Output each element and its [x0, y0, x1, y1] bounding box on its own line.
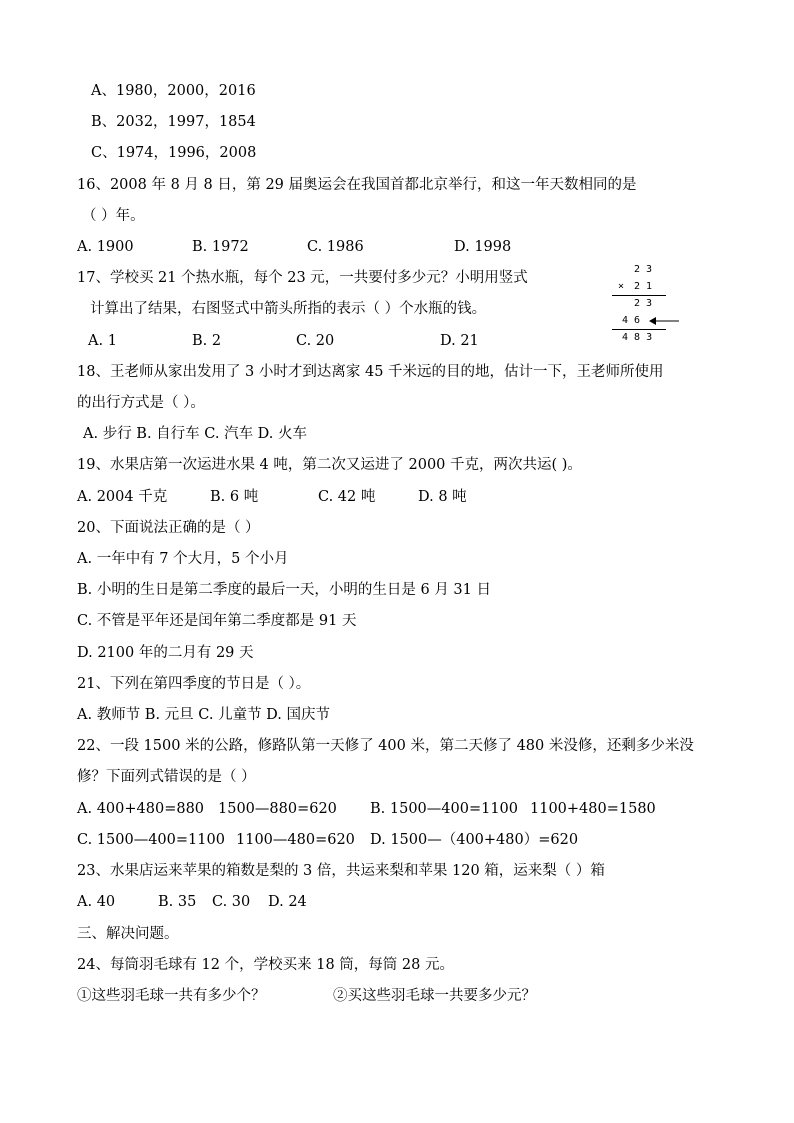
- q18-text: 18、王老师从家出发用了 3 小时才到达离家 45 千米远的目的地，估计一下，王老师所使用: [77, 364, 664, 380]
- q20-option-d: D. 2100 年的二月有 29 天: [77, 645, 254, 661]
- q22-option-b-step2: 1100+480=1580: [530, 801, 656, 817]
- q21-text: 21、下列在第四季度的节日是（ ）。: [77, 676, 311, 692]
- q19-option-b: B. 6 吨: [210, 489, 259, 505]
- q16-option-a: A. 1900: [77, 239, 134, 255]
- q23-text: 23、水果店运来苹果的箱数是梨的 3 倍，共运来梨和苹果 120 箱，运来梨（ ）箱: [77, 863, 605, 879]
- calc-partial-1: 2 3: [634, 298, 653, 309]
- q22-option-d: D. 1500—（400+480）=620: [370, 832, 579, 848]
- q16-option-b: B. 1972: [192, 239, 249, 255]
- q17-option-d: D. 21: [440, 333, 479, 349]
- q16-text-cont: （ ）年。: [82, 208, 145, 224]
- calc-partial-2: 4 6: [622, 315, 641, 326]
- calc-product: 4 8 3: [622, 332, 653, 343]
- q17-option-c: C. 20: [296, 333, 335, 349]
- q22-option-b: B. 1500—400=1100: [370, 801, 519, 817]
- q23-option-a: A. 40: [77, 894, 116, 910]
- q16-option-c: C. 1986: [307, 239, 364, 255]
- q16-text: 16、2008 年 8 月 8 日，第 29 届奥运会在我国首都北京举行，和这一年天数相同的是: [77, 177, 637, 193]
- q22-text: 22、一段 1500 米的公路，修路队第一天修了 400 米，第二天修了 480 米没修，还剩多少米没: [77, 738, 694, 754]
- q18-options: A. 步行 B. 自行车 C. 汽车 D. 火车: [83, 426, 308, 442]
- q19-option-d: D. 8 吨: [418, 489, 467, 505]
- q15-option-a: A、1980，2000，2016: [91, 83, 256, 99]
- q21-options: A. 教师节 B. 元旦 C. 儿童节 D. 国庆节: [77, 707, 331, 723]
- q16-option-d: D. 1998: [454, 239, 512, 255]
- q17-text: 17、学校买 21 个热水瓶，每个 23 元，一共要付多少元？小明用竖式: [77, 270, 528, 286]
- q23-option-c: C. 30: [212, 894, 251, 910]
- q22-option-a-step2: 1500—880=620: [218, 801, 337, 817]
- calc-times-sign: ×: [618, 281, 625, 292]
- q18-text-cont: 的出行方式是（ ）。: [77, 395, 205, 411]
- q23-option-d: D. 24: [268, 894, 307, 910]
- q22-text-cont: 修？下面列式错误的是（ ）: [77, 769, 256, 785]
- q20-option-a: A. 一年中有 7 个大月，5 个小月: [77, 551, 289, 567]
- calc-rule-1: [612, 295, 666, 296]
- q22-option-a: A. 400+480=880: [77, 801, 205, 817]
- q20-option-b: B. 小明的生日是第二季度的最后一天，小明的生日是 6 月 31 日: [77, 582, 491, 598]
- calc-rule-2: [612, 329, 666, 330]
- q24-sub-1: ①这些羽毛球一共有多少个？: [77, 988, 266, 1004]
- section-heading: 三、解决问题。: [77, 926, 179, 942]
- q17-text-cont: 计算出了结果，右图竖式中箭头所指的表示（ ）个水瓶的钱。: [90, 301, 487, 317]
- q20-text: 20、下面说法正确的是（ ）: [77, 520, 260, 536]
- q23-option-b: B. 35: [158, 894, 197, 910]
- arrow-left-icon: [648, 315, 680, 327]
- q15-option-b: B、2032，1997，1854: [91, 114, 256, 130]
- q19-text: 19、水果店第一次运进水果 4 吨，第二次又运进了 2000 千克，两次共运( )。: [77, 457, 582, 473]
- q20-option-c: C. 不管是平年还是闰年第二季度都是 91 天: [77, 613, 357, 629]
- vertical-multiplication: [612, 262, 682, 344]
- q17-option-a: A. 1: [88, 333, 117, 349]
- q24-text: 24、每筒羽毛球有 12 个，学校买来 18 筒，每筒 28 元。: [77, 957, 454, 973]
- calc-multiplier: 2 1: [634, 281, 653, 292]
- q17-option-b: B. 2: [192, 333, 222, 349]
- calc-multiplicand: 2 3: [634, 264, 653, 275]
- q22-option-c-step2: 1100—480=620: [236, 832, 355, 848]
- q15-option-c: C、1974，1996，2008: [91, 145, 257, 161]
- q24-sub-2: ②买这些羽毛球一共要多少元？: [333, 988, 536, 1004]
- q19-option-a: A. 2004 千克: [77, 489, 168, 505]
- q22-option-c: C. 1500—400=1100: [77, 832, 225, 848]
- q19-option-c: C. 42 吨: [318, 489, 376, 505]
